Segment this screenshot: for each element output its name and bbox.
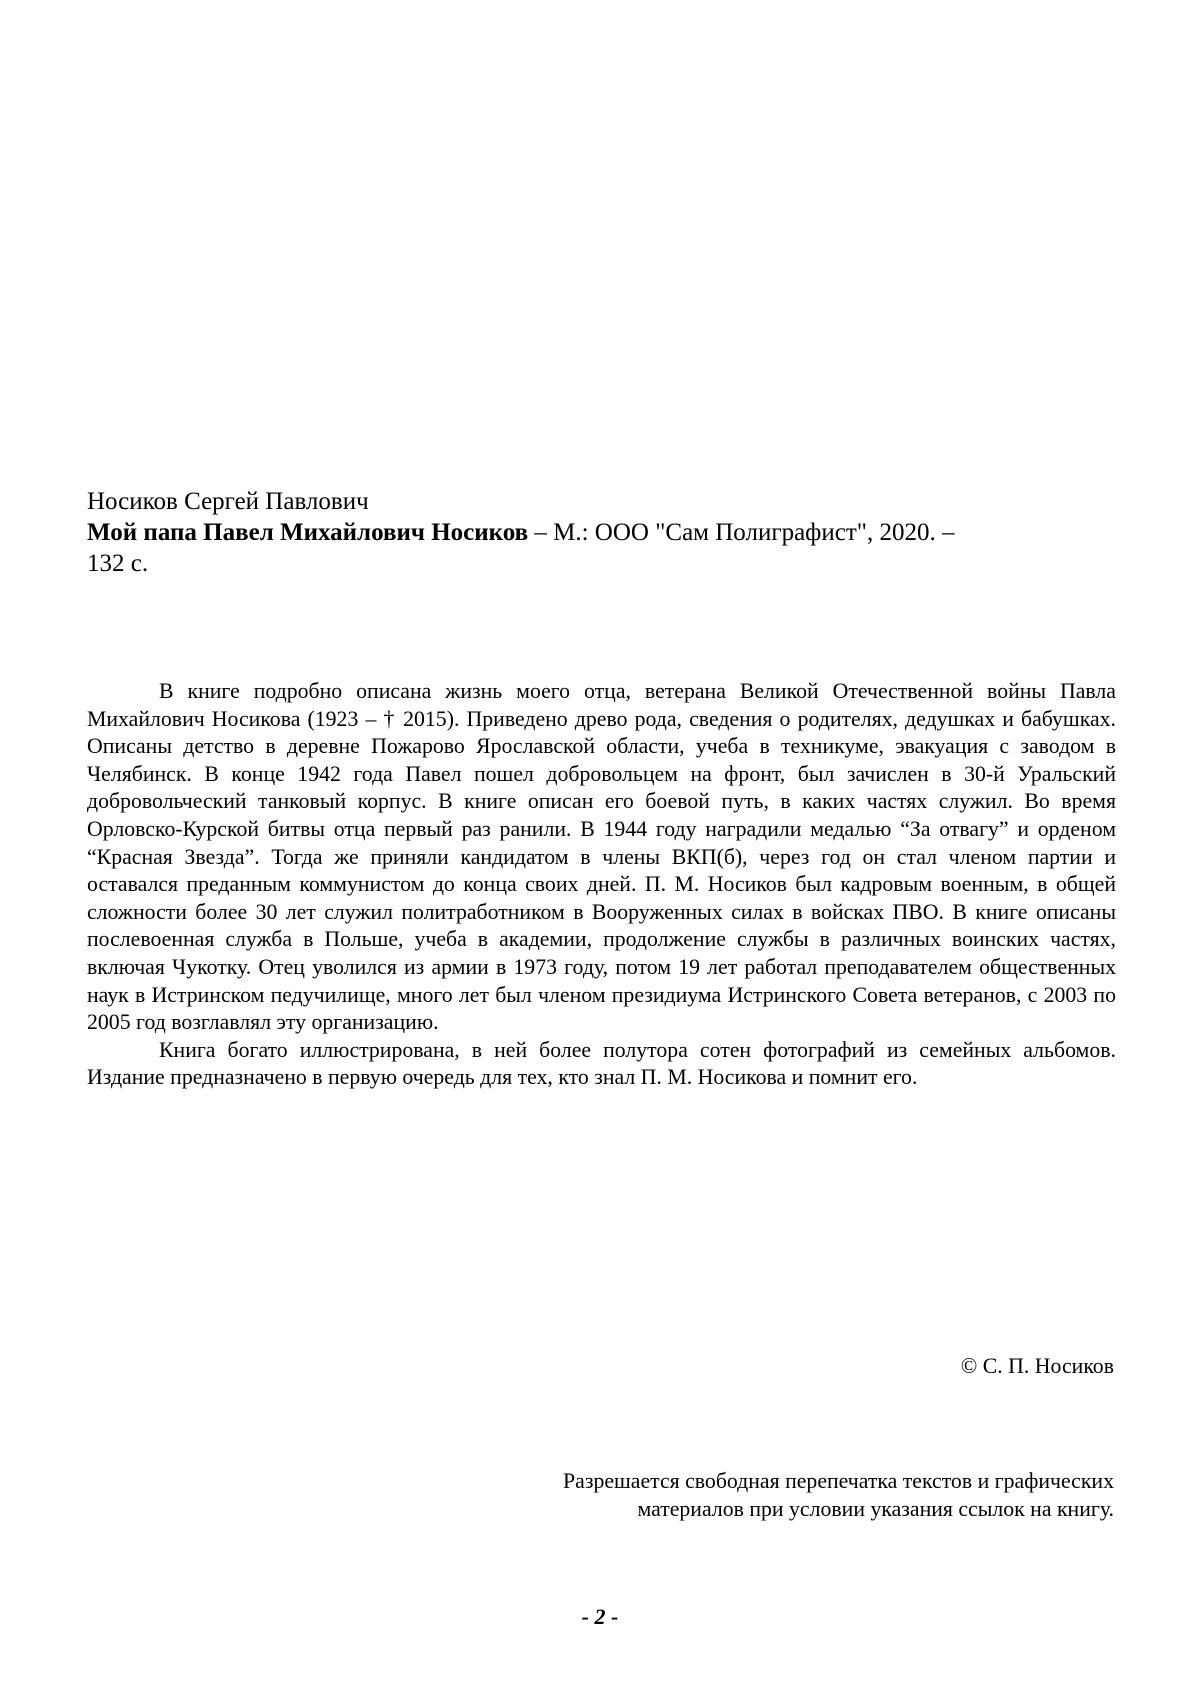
bibliographic-record <box>87 486 1117 579</box>
annotation-paragraph: В книге подробно описана жизнь моего отца, ветерана Великой Отечественной войны Павла Михайлович Носикова (1923 – † 2015). Приведено древо рода, сведения о родителях, дедушках и бабушках. Описаны детство в деревне Пожарово Ярославской области, учеба в техникуме, эвакуация с заводом в Челябинск. В конце 1942 года Павел пошел добровольцем на фронт, был зачислен в 30-й Уральский добровольческий танковый корпус. В книге описан его боевой путь, в каких частях служил. Во время Орловско-Курской битвы отца первый раз ранили. В 1944 году наградили медалью “За отвагу” и орденом “Красная Звезда”. Тогда же приняли кандидатом в члены ВКП(б), через год он стал членом партии и оставался преданным коммунистом до конца своих дней. П. М. Носиков был кадровым военным, в общей сложности более 30 лет служил политработником в Вооруженных силах в войсках ПВО. В книге описаны послевоенная служба в Польше, учеба в академии, продолжение службы в различных воинских частях, включая Чукотку. Отец уволился из армии в 1973 году, потом 19 лет работал преподавателем общественных наук в Истринском педучилище, много лет был членом президиума Истринского Совета ветеранов, с 2003 по 2005 год возглавлял эту организацию. <box>87 679 1116 1035</box>
page-number: - 2 - <box>581 1604 619 1629</box>
title-line <box>87 517 1117 548</box>
book-title: Мой папа Павел Михайлович Носиков <box>87 519 529 546</box>
annotation <box>87 678 1116 1092</box>
reprint-permission <box>414 1468 1114 1523</box>
copyright-notice: © С. П. Носиков <box>960 1354 1114 1378</box>
author-name: Носиков Сергей Павлович <box>87 488 369 515</box>
publication-info: – М.: ООО "Сам Полиграфист", 2020. – <box>528 519 955 546</box>
permission-line: Разрешается свободная перепечатка текстов и графических <box>563 1469 1114 1493</box>
permission-line: материалов при условии указания ссылок на книгу. <box>637 1496 1114 1521</box>
annotation-paragraph: Книга богато иллюстрирована, в ней более полутора сотен фотографий из семейных альбомов. Издание предназначено в первую очередь для тех, кто знал П. М. Носикова и помнит его. <box>87 1037 1116 1090</box>
page-count: 132 с. <box>87 550 149 577</box>
